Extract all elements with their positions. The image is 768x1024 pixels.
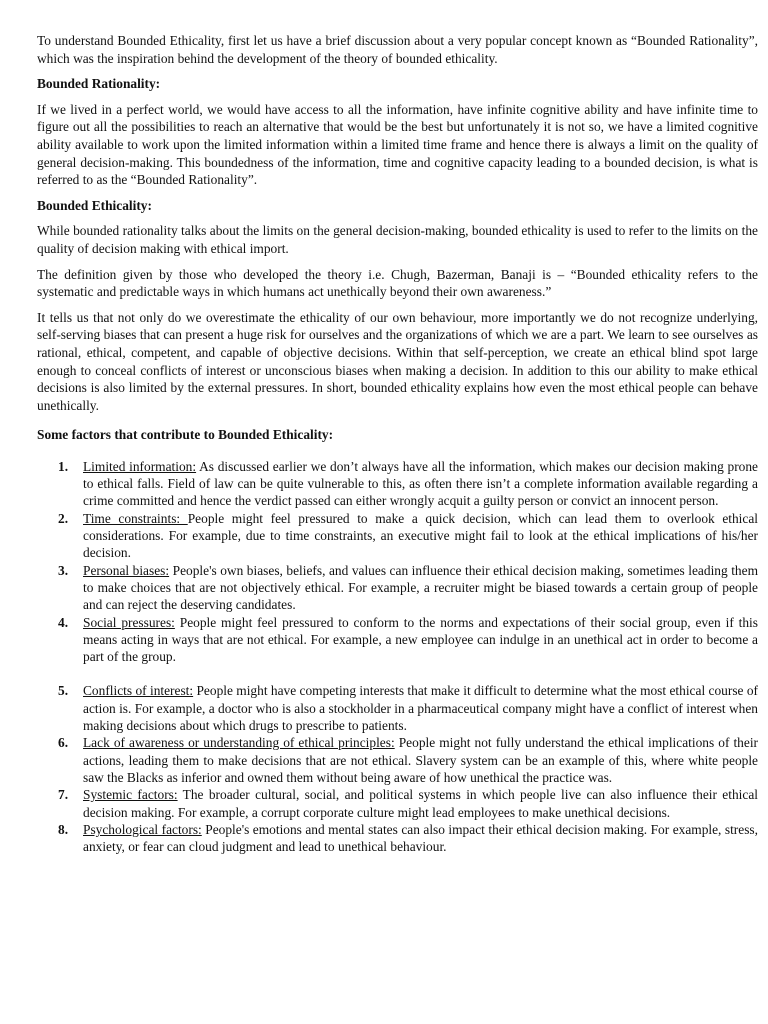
list-item — [37, 562, 758, 614]
list-item — [37, 734, 758, 786]
item-term: Psychological factors: — [83, 821, 202, 837]
bounded-ethicality-paragraph-3: It tells us that not only do we overestimate the ethicality of our own behaviour, more importantly we do not recognize underlying, self-serving biases that can present a huge risk for ourselves and the organizations of which we are a part. We learn to see ourselves as rational, ethical, competent, and capable of objective decisions. Within that self-perception, we create an ethical blind spot large enough to conceal conflicts of interest or unconscious biases when making a decision. In addition to this our ability to make ethical decisions is also limited by the external pressures. In short, bounded ethicality explains how even the most ethical people can behave unethically. — [37, 309, 758, 413]
intro-paragraph: To understand Bounded Ethicality, first let us have a brief discussion about a very popular concept known as “Bounded Rationality”, which was the inspiration behind the development of the theory of bounded ethicality. — [37, 33, 758, 66]
item-number: 2. — [58, 510, 69, 526]
bounded-ethicality-paragraph-1: While bounded rationality talks about the limits on the general decision-making, bounded ethicality is used to refer to the limits on the quality of decision making with ethical import. — [37, 223, 758, 256]
item-term: Limited information: — [83, 458, 197, 474]
item-term: Systemic factors: — [83, 787, 178, 803]
item-text: People's emotions and mental states can also impact their ethical decision making. For example, stress, anxiety, or fear can cloud judgment and lead to unethical behaviour. — [83, 821, 758, 855]
item-text: People might not fully understand the ethical implications of their actions, leading them to make decisions that are not ethical. Slavery system can be an example of this, where white people saw the Blacks as inferior and owned them without being aware of how unethical the practice was. — [83, 735, 758, 785]
item-term: Personal biases: — [83, 562, 170, 578]
item-number: 5. — [58, 683, 69, 699]
bounded-rationality-heading: Bounded Rationality: — [37, 76, 161, 92]
item-term: Time constraints: — [83, 510, 188, 526]
list-item — [37, 614, 758, 666]
item-text: The broader cultural, social, and political systems in which people live can also influence their ethical decision making. For example, a corrupt corporate culture might lead employees to make unethical decisions. — [83, 787, 758, 820]
item-number: 1. — [58, 458, 69, 474]
item-text: People might have competing interests that make it difficult to determine what the most ethical course of action is. For example, a doctor who is also a stockholder in a pharmaceutical company might have a conflict of interest when making decisions about which drugs to prescribe to patients. — [83, 683, 758, 734]
item-text: People might feel pressured to make a quick decision, which can lead them to overlook ethical considerations. For example, due to time constraints, an executive might fail to look at the ethical implications of his/her decision. — [83, 510, 759, 561]
item-term: Conflicts of interest: — [83, 683, 194, 699]
list-item — [37, 682, 758, 734]
list-item — [37, 786, 758, 821]
item-text: As discussed earlier we don’t always have all the information, which makes our decision making prone to ethical falls. Field of law can be quite vulnerable to this, as often there isn’t a complete information available regarding a crime committed and hence the verdict passed can either wrongly acquit a guilty person or convict an innocent person. — [83, 458, 758, 509]
item-number: 8. — [58, 821, 69, 837]
item-number: 4. — [58, 614, 69, 630]
item-term: Lack of awareness or understanding of ethical principles: — [83, 735, 395, 751]
item-text: People might feel pressured to conform to the norms and expectations of their social group, even if this means acting in ways that are not ethical. For example, a new employee can indulge in an unethical act in order to become a part of the group. — [83, 614, 758, 665]
list-item — [37, 510, 758, 562]
bounded-ethicality-definition: The definition given by those who developed the theory i.e. Chugh, Bazerman, Banaji is – “Bounded ethicality refers to the systematic and predictable ways in which humans act unethically beyond their own awareness.” — [37, 266, 758, 300]
factors-heading: Some factors that contribute to Bounded Ethicality: — [37, 427, 334, 443]
list-item — [37, 821, 758, 856]
item-number: 6. — [58, 735, 69, 751]
list-item — [37, 458, 758, 510]
bounded-ethicality-heading: Bounded Ethicality: — [37, 197, 152, 213]
factors-list — [37, 458, 758, 856]
item-text: People's own biases, beliefs, and values can influence their ethical decision making, sometimes leading them to make choices that are not objectively ethical. For example, a recruiter might be biased towards a certain group of people and can reject the deserving candidates. — [83, 562, 758, 613]
item-number: 7. — [58, 787, 69, 803]
bounded-rationality-paragraph: If we lived in a perfect world, we would have access to all the information, have infinite cognitive ability and have infinite time to figure out all the possibilities to reach an alternative that would be the best but unfortunately it is not so, we have a limited cognitive ability available to work upon the limited information within a limited time frame and hence there is always a limit on the quality of general decision-making. This boundedness of the information, time and cognitive capacity leading to a bounded decision, is what is referred to as the “Bounded Rationality”. — [37, 101, 758, 188]
item-term: Social pressures: — [83, 614, 175, 630]
item-number: 3. — [58, 562, 69, 578]
